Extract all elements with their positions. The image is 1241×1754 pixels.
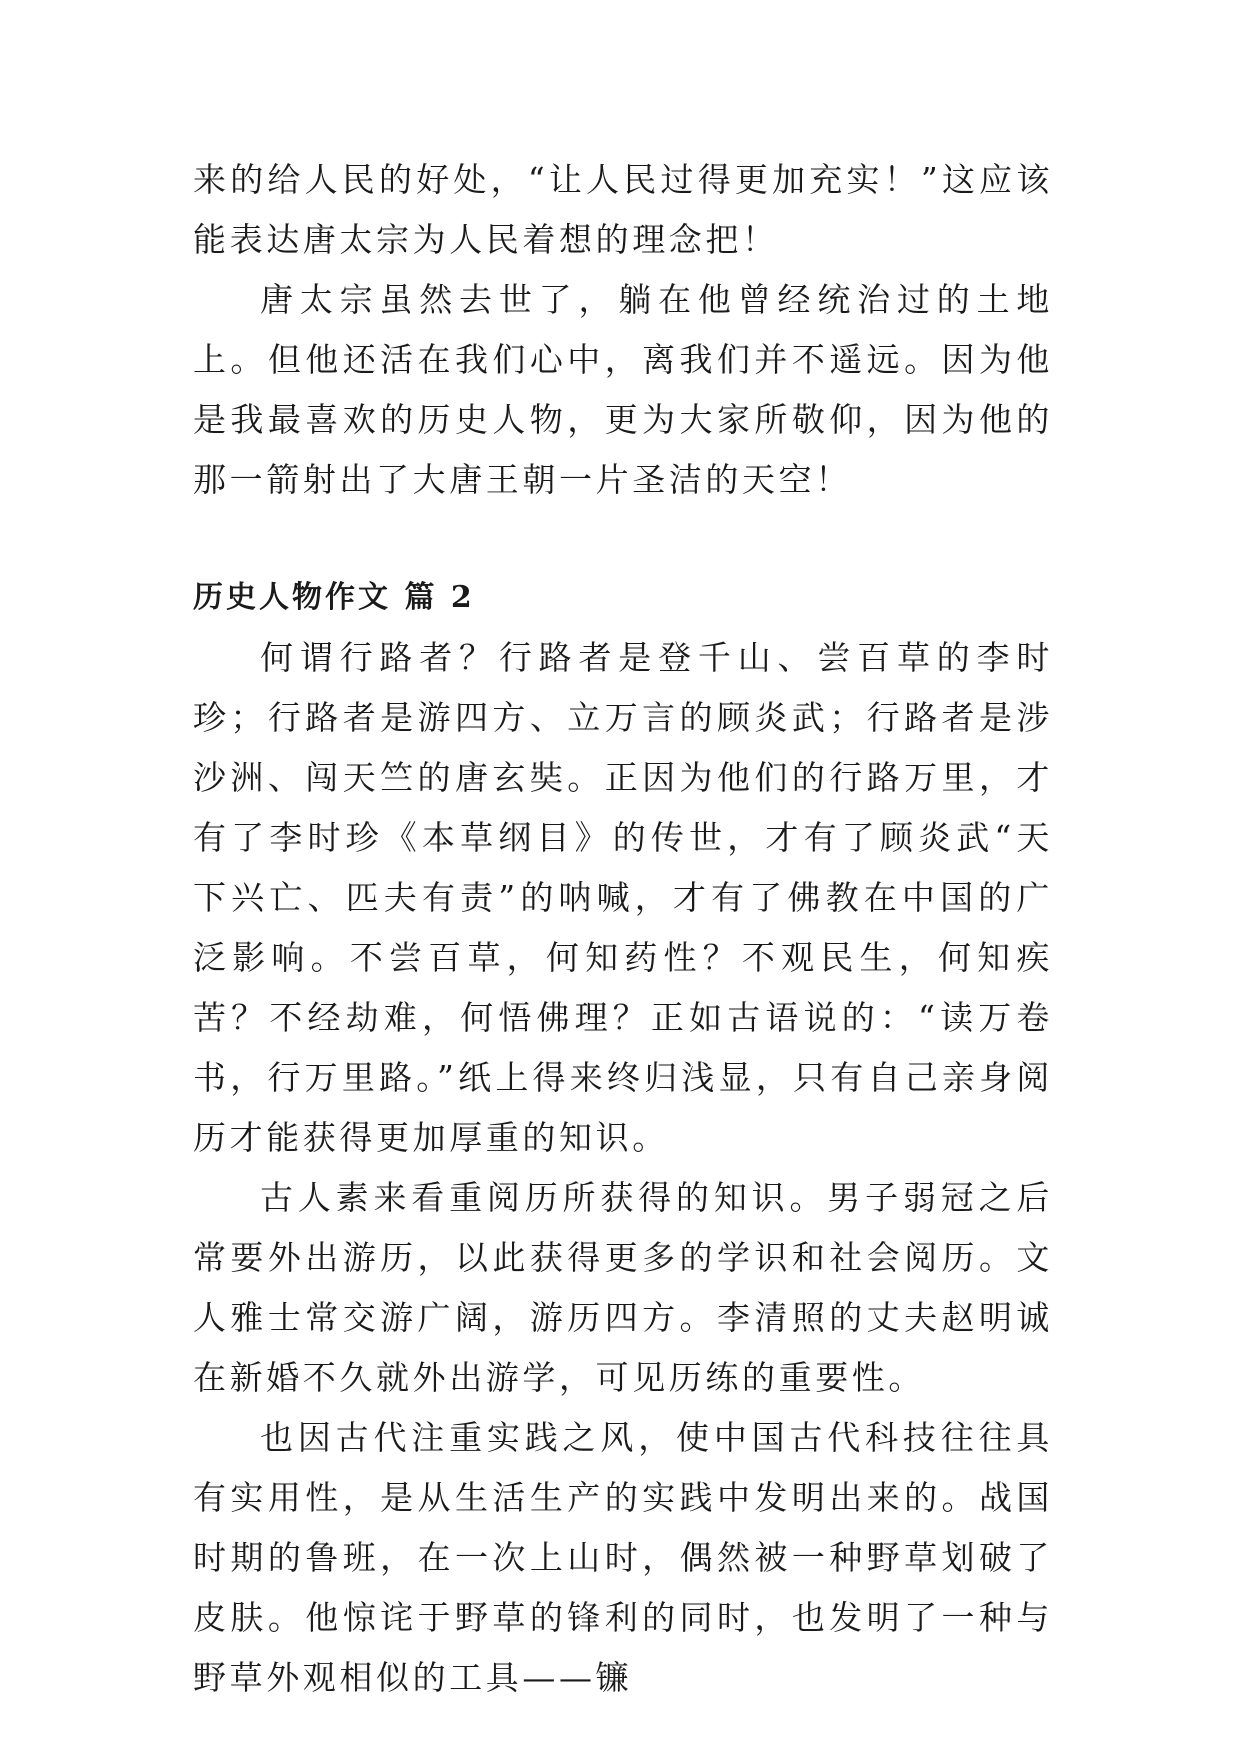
paragraph-continuation: 来的给人民的好处，“让人民过得更加充实！”这应该能表达唐太宗为人民着想的理念把！ [193,160,1053,259]
document-page [193,150,1053,1708]
paragraph-practice-science: 也因古代注重实践之风，使中国古代科技往往具有实用性，是从生活生产的实践中发明出来的。战国时期的鲁班，在一次上山时，偶然被一种野草划破了皮肤。他惊诧于野草的锋利的同时，也发明了一种与野草外观相似的工具——镰 [193,1418,1053,1697]
paragraph-ancient-travel: 古人素来看重阅历所获得的知识。男子弱冠之后常要外出游历，以此获得更多的学识和社会阅历。文人雅士常交游广阔，游历四方。李清照的丈夫赵明诚在新婚不久就外出游学，可见历练的重要性。 [193,1178,1053,1397]
paragraph-taizong-legacy: 唐太宗虽然去世了，躺在他曾经统治过的土地上。但他还活在我们心中，离我们并不遥远。因为他是我最喜欢的历史人物，更为大家所敬仰，因为他的那一箭射出了大唐王朝一片圣洁的天空！ [193,280,1053,499]
section-heading: 历史人物作文 篇 2 [193,580,475,615]
paragraph-travelers: 何谓行路者？行路者是登千山、尝百草的李时珍；行路者是游四方、立万言的顾炎武；行路者是涉沙洲、闯天竺的唐玄奘。正因为他们的行路万里，才有了李时珍《本草纲目》的传世，才有了顾炎武“天下兴亡、匹夫有责”的呐喊，才有了佛教在中国的广泛影响。不尝百草，何知药性？不观民生，何知疾苦？不经劫难，何悟佛理？正如古语说的：“读万卷书，行万里路。”纸上得来终归浅显，只有自己亲身阅历才能获得更加厚重的知识。 [193,638,1053,1157]
